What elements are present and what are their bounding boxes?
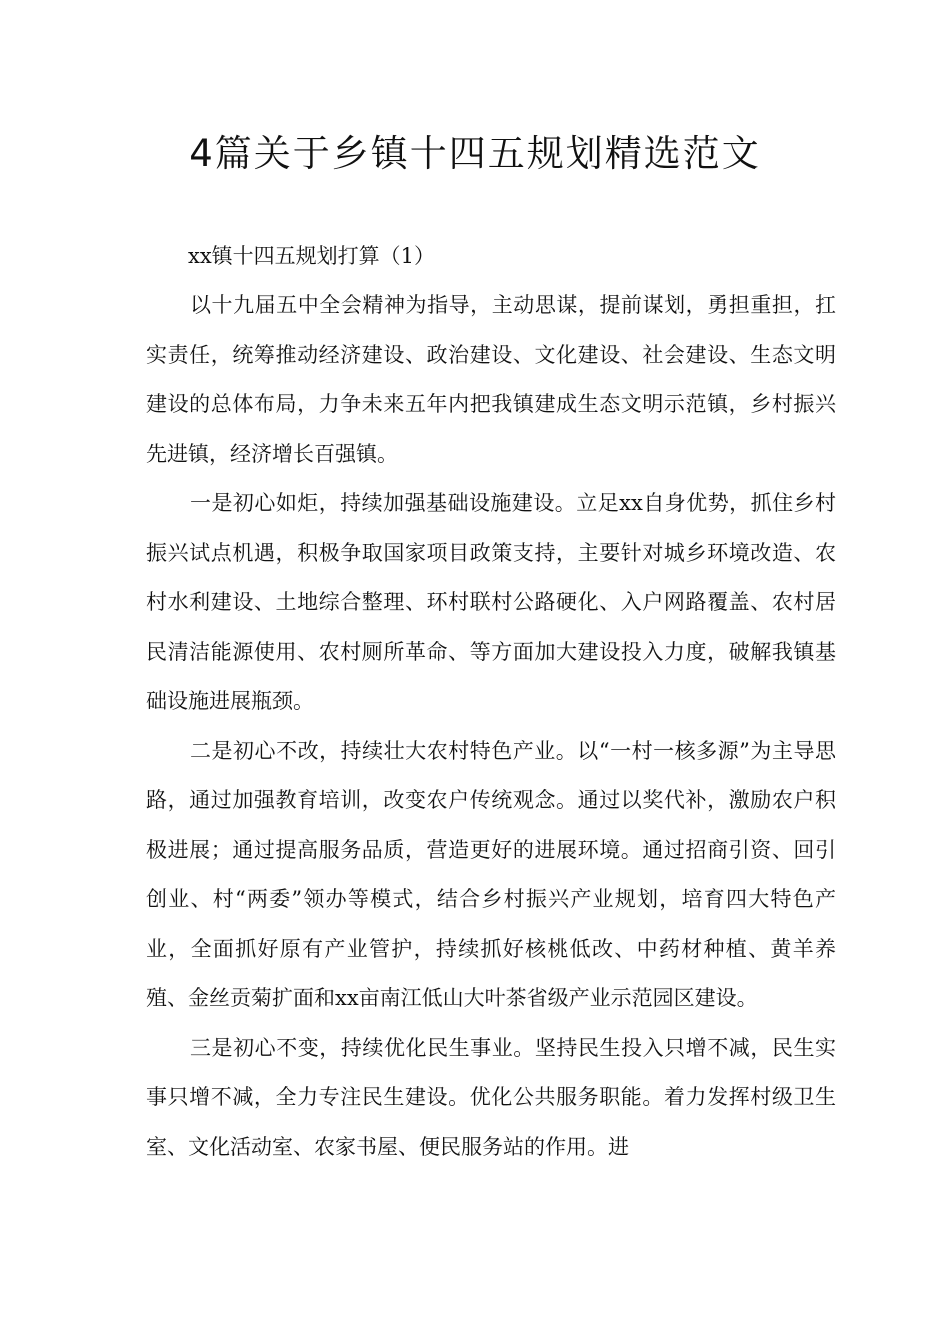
document-body [146,232,836,1172]
paragraph-intro: 以十九届五中全会精神为指导，主动思谋，提前谋划，勇担重担，扛实责任，统筹推动经济建设、政治建设、文化建设、社会建设、生态文明建设的总体布局，力争未来五年内把我镇建成生态文明示范镇，乡村振兴先进镇，经济增长百强镇。 [146,293,836,466]
document-title: 4篇关于乡镇十四五规划精选范文 [189,132,761,175]
section-subtitle: xx镇十四五规划打算（1） [188,244,436,268]
paragraph-infrastructure: 一是初心如炬，持续加强基础设施建设。立足xx自身优势，抓住乡村振兴试点机遇，积极争取国家项目政策支持，主要针对城乡环境改造、农村水利建设、土地综合整理、环村联村公路硬化、入户网路覆盖、农村居民清洁能源使用、农村厕所革命、等方面加大建设投入力度，破解我镇基础设施进展瓶颈。 [146,491,836,713]
paragraph-livelihood: 三是初心不变，持续优化民生事业。坚持民生投入只增不减，民生实事只增不减，全力专注民生建设。优化公共服务职能。着力发挥村级卫生室、文化活动室、农家书屋、便民服务站的作用。进 [146,1035,836,1159]
paragraph-industry: 二是初心不改，持续壮大农村特色产业。以“一村一核多源”为主导思路，通过加强教育培训，改变农户传统观念。通过以奖代补，激励农户积极进展；通过提高服务品质，营造更好的进展环境。通过招商引资、回引创业、村“两委”领办等模式，结合乡村振兴产业规划，培育四大特色产业，全面抓好原有产业管护，持续抓好核桃低改、中药材种植、黄羊养殖、金丝贡菊扩面和xx亩南江低山大叶茶省级产业示范园区建设。 [146,738,836,1010]
